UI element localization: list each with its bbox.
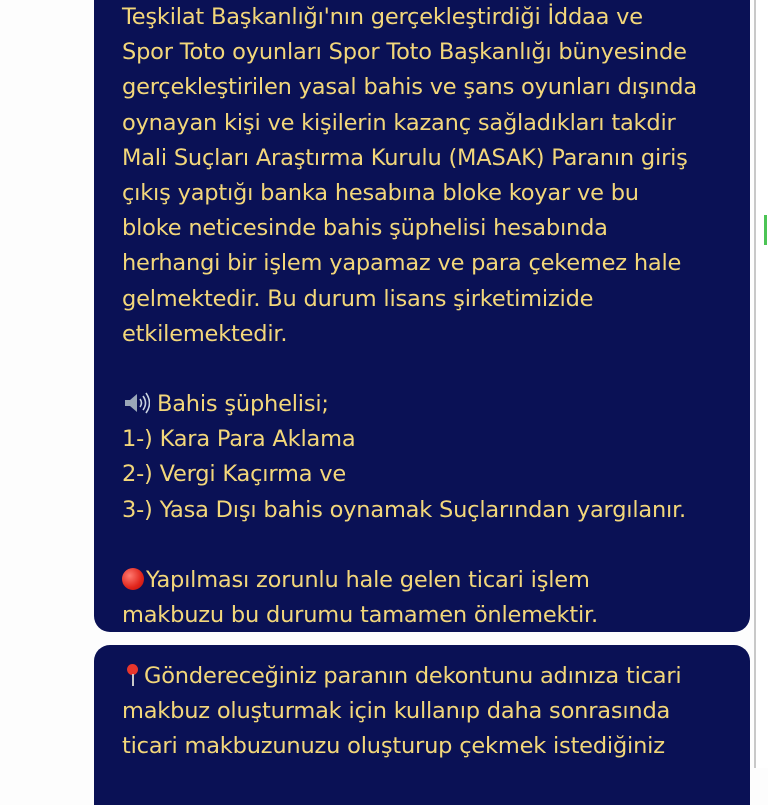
suspect-heading: Bahis şüphelisi; — [156, 391, 329, 418]
text-line: çıkış yaptığı banka hesabına bloke koyar ve bu — [122, 179, 639, 206]
text-line: Teşkilat Başkanlığı'nın gerçekleştirdiği İddaa ve — [122, 4, 643, 30]
suspect-heading-line — [122, 387, 722, 422]
speaker-icon — [122, 391, 150, 415]
charge-item: 3-) Yasa Dışı bahis oynamak Suçlarından yargılanır. — [122, 496, 687, 523]
text-line: oynayan kişi ve kişilerin kazanç sağladıkları takdir — [122, 109, 676, 136]
spacer — [122, 528, 722, 563]
scroll-indicator[interactable] — [764, 215, 767, 245]
note-line: makbuzu bu durumu tamamen önlemektir. — [122, 602, 598, 629]
text-line — [122, 659, 722, 694]
message-card-2 — [94, 645, 750, 805]
red-circle-icon — [122, 568, 144, 590]
charge-item: 2-) Vergi Kaçırma ve — [122, 461, 347, 488]
text-line: herhangi bir işlem yapamaz ve para çekemez hale — [122, 250, 682, 277]
charge-item: 1-) Kara Para Aklama — [122, 426, 356, 453]
round-pushpin-icon — [122, 663, 144, 687]
note-line — [122, 563, 722, 598]
text: Göndereceğiniz paranın dekontunu adınıza ticari — [144, 663, 682, 689]
text-line: etkilemektedir. — [122, 320, 288, 347]
text-line: gerçekleştirilen yasal bahis ve şans oyunları dışında — [122, 74, 697, 101]
text-line: makbuz oluşturmak için kullanıp daha sonrasında — [122, 698, 671, 725]
text-line: gelmektedir. Bu durum lisans şirketimizide — [122, 285, 594, 312]
text-line: Spor Toto oyunları Spor Toto Başkanlığı bünyesinde — [122, 39, 687, 66]
text-line: ticari makbuzunuzu oluşturup çekmek istediğiniz — [122, 733, 665, 760]
text-line: bloke neticesinde bahis şüphelisi hesabında — [122, 215, 608, 242]
scroll-edge-divider — [754, 0, 756, 768]
spacer — [122, 352, 722, 387]
message-card-1 — [94, 0, 750, 632]
text-line: Mali Suçları Araştırma Kurulu (MASAK) Paranın giriş — [122, 144, 688, 171]
right-margin — [754, 0, 768, 768]
note-text: Yapılması zorunlu hale gelen ticari işlem — [146, 567, 590, 593]
